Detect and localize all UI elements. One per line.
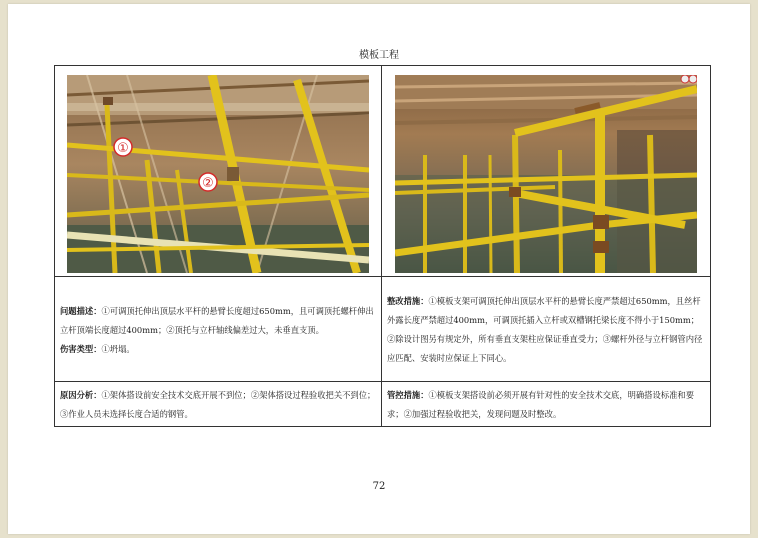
case-table [54, 65, 711, 427]
problem-label: 问题描述： [60, 305, 102, 316]
hazard-text: ①坍塌。 [101, 343, 135, 354]
rectified-photo-cell [382, 66, 711, 277]
control-text: ①模板支架搭设前必须开展有针对性的安全技术交底，明确搭设标准和要求；②加强过程验收把关，发现问题及时整改。 [387, 390, 695, 419]
rectify-label: 整改措施： [387, 296, 429, 306]
cause-text: ①架体搭设前安全技术交底开展不到位；②架体搭设过程验收把关不到位；③作业人员未选择长度合适的钢管。 [60, 390, 376, 419]
problem-text: ①可调顶托伸出顶层水平杆的悬臂长度超过650mm，且可调顶托螺杆伸出立杆顶端长度超过400mm；②顶托与立杆轴线偏差过大，未垂直支顶。 [60, 305, 374, 335]
page-number: 72 [372, 481, 386, 492]
page-title: 模板工程 [359, 50, 399, 61]
cause-label: 原因分析： [60, 390, 102, 400]
marker-2-label: ② [202, 175, 214, 191]
marker-1-label: ① [117, 140, 129, 156]
hazard-label: 伤害类型： [60, 343, 102, 354]
problem-description-cell [55, 277, 382, 382]
document-page [8, 4, 750, 534]
cause-analysis-cell [55, 382, 382, 427]
control-label: 管控措施： [387, 390, 429, 400]
problem-photo-cell [55, 66, 382, 277]
control-measures-cell [382, 382, 711, 427]
rectify-text: ①模板支架可调顶托伸出顶层水平杆的悬臂长度严禁超过650mm，且丝杆外露长度严禁超过400mm，可调顶托插入立杆或双槽钢托梁长度不得小于150mm；②除设计图另有规定外，所有垂直支架柱应保证垂直受力；③螺杆外径与立杆钢管内径应匹配、安装时应保证上下同心。 [387, 296, 703, 363]
rectified-photo [395, 75, 697, 273]
problem-photo [67, 75, 369, 273]
rectify-measures-cell [382, 277, 711, 382]
